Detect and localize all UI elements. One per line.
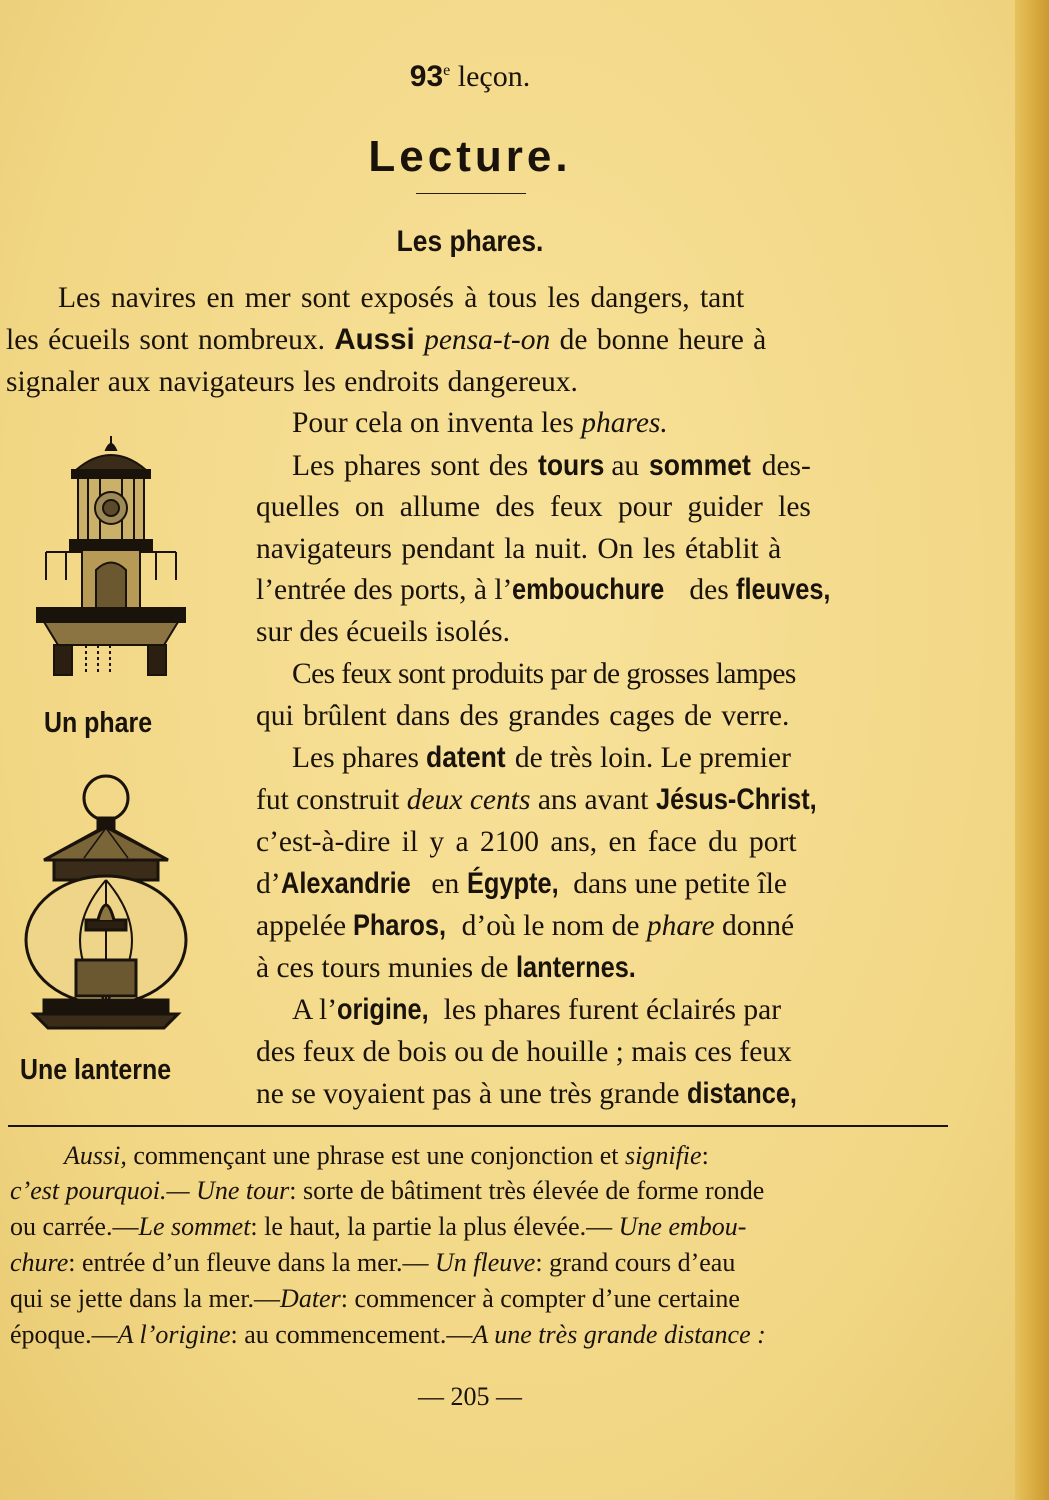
body-line: signaler aux navigateurs les endroits dangereux. [6, 366, 578, 398]
body-line: fut construit deux cents ans avant Jésus-Christ, [256, 783, 817, 816]
body-line: qui brûlent dans des grandes cages de verre. [256, 700, 790, 732]
body-line: Les phares datent de très loin. Le premier [292, 741, 791, 774]
title-divider [416, 193, 526, 194]
body-line: quelles on allume des feux pour guider les [256, 491, 811, 523]
body-line: à ces tours munies de lanternes. [256, 951, 636, 984]
body-line: Les navires en mer sont exposés à tous les dangers, tant [58, 282, 745, 314]
footnote-line: Aussi, commençant une phrase est une conjonction et signifie: [64, 1141, 709, 1170]
body-line: des feux de bois ou de houille ; mais ces feux [256, 1036, 792, 1068]
footnote-line: chure: entrée d’un fleuve dans la mer.— Un fleuve: grand cours d’eau [10, 1248, 736, 1277]
lesson-suffix: e [443, 62, 451, 79]
footnote-line: époque.—A l’origine: au commencement.—A une très grande distance : [10, 1320, 766, 1349]
body-line: appelée Pharos, d’où le nom de phare donné [256, 909, 795, 942]
page-title: Lecture. [368, 132, 572, 181]
page-number: — 205 — [418, 1382, 522, 1411]
body-line: Les phares sont des tours au sommet des- [292, 449, 811, 482]
footnote-line: qui se jette dans la mer.—Dater: commencer à compter d’une certaine [10, 1284, 740, 1313]
body-line: navigateurs pendant la nuit. On les établit à [256, 533, 782, 565]
body-line: ne se voyaient pas à une très grande distance, [256, 1077, 797, 1110]
body-line: Ces feux sont produits par de grosses lampes [292, 658, 796, 690]
footnote-line: c’est pourquoi.— Une tour: sorte de bâtiment très élevée de forme ronde [10, 1176, 765, 1205]
figure-caption-lanterne: Une lanterne [20, 1054, 172, 1086]
footnote-divider [8, 1125, 948, 1127]
lesson-number: 93 [409, 60, 444, 93]
lantern-illustration [14, 770, 194, 1040]
page-edge [1015, 0, 1049, 1500]
section-subtitle: Les phares. [396, 225, 544, 258]
footnote-line: ou carrée.—Le sommet: le haut, la partie la plus élevée.— Une embou- [10, 1212, 747, 1241]
body-line: Pour cela on inventa les phares. [292, 407, 668, 439]
body-line: d’Alexandrie en Égypte, dans une petite île [256, 867, 788, 900]
body-line: l’entrée des ports, à l’embouchure des fleuves, [256, 573, 831, 606]
body-line: les écueils sont nombreux. Aussi pensa-t-on de bonne heure à [6, 323, 767, 356]
body-line: c’est-à-dire il y a 2100 ans, en face du port [256, 826, 797, 858]
body-line: A l’origine, les phares furent éclairés par [292, 993, 782, 1026]
lesson-word: leçon. [457, 60, 531, 93]
body-line: sur des écueils isolés. [256, 616, 510, 648]
lesson-heading [0, 60, 940, 94]
figure-caption-phare: Un phare [44, 707, 153, 739]
lighthouse-illustration [36, 430, 186, 690]
